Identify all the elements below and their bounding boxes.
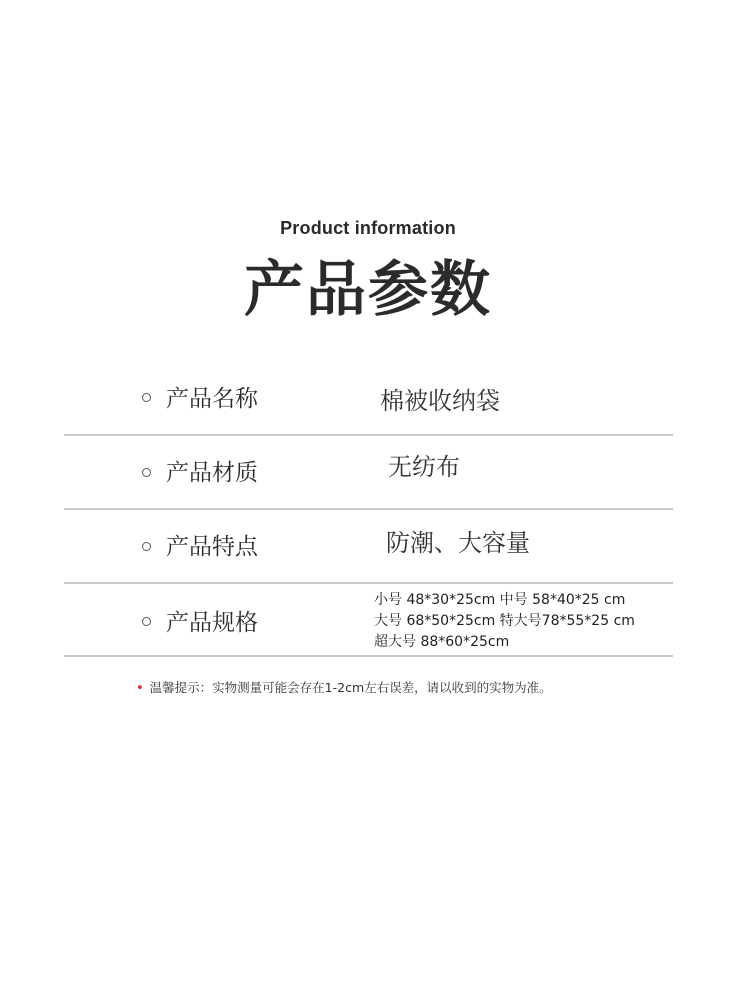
size-line: 小号 48*30*25cm 中号 58*40*25 cm (374, 592, 626, 608)
row-value: 无纺布 (388, 453, 460, 481)
table-row-material (64, 436, 673, 510)
red-dot-icon: • (136, 681, 144, 696)
table-row-size (64, 584, 673, 657)
spec-table (64, 362, 673, 657)
notice (136, 678, 552, 696)
row-label: 产品规格 (166, 610, 258, 636)
row-value: 防潮、大容量 (386, 529, 530, 557)
size-list (374, 590, 635, 653)
circle-bullet-icon (142, 393, 151, 402)
size-line: 大号 68*50*25cm 特大号78*55*25 cm (374, 613, 635, 629)
table-row-product-name (64, 362, 673, 436)
size-line: 超大号 88*60*25cm (374, 634, 510, 650)
circle-bullet-icon (142, 617, 151, 626)
subtitle: Product information (280, 218, 456, 238)
row-label: 产品特点 (166, 534, 258, 560)
circle-bullet-icon (142, 542, 151, 551)
circle-bullet-icon (142, 468, 151, 477)
page-title: 产品参数 (244, 255, 492, 325)
row-label: 产品材质 (166, 460, 258, 486)
row-value: 棉被收纳袋 (380, 387, 500, 415)
notice-text: 温馨提示：实物测量可能会存在1-2cm左右误差，请以收到的实物为准。 (149, 680, 552, 695)
row-label: 产品名称 (166, 386, 258, 412)
table-row-features (64, 510, 673, 584)
